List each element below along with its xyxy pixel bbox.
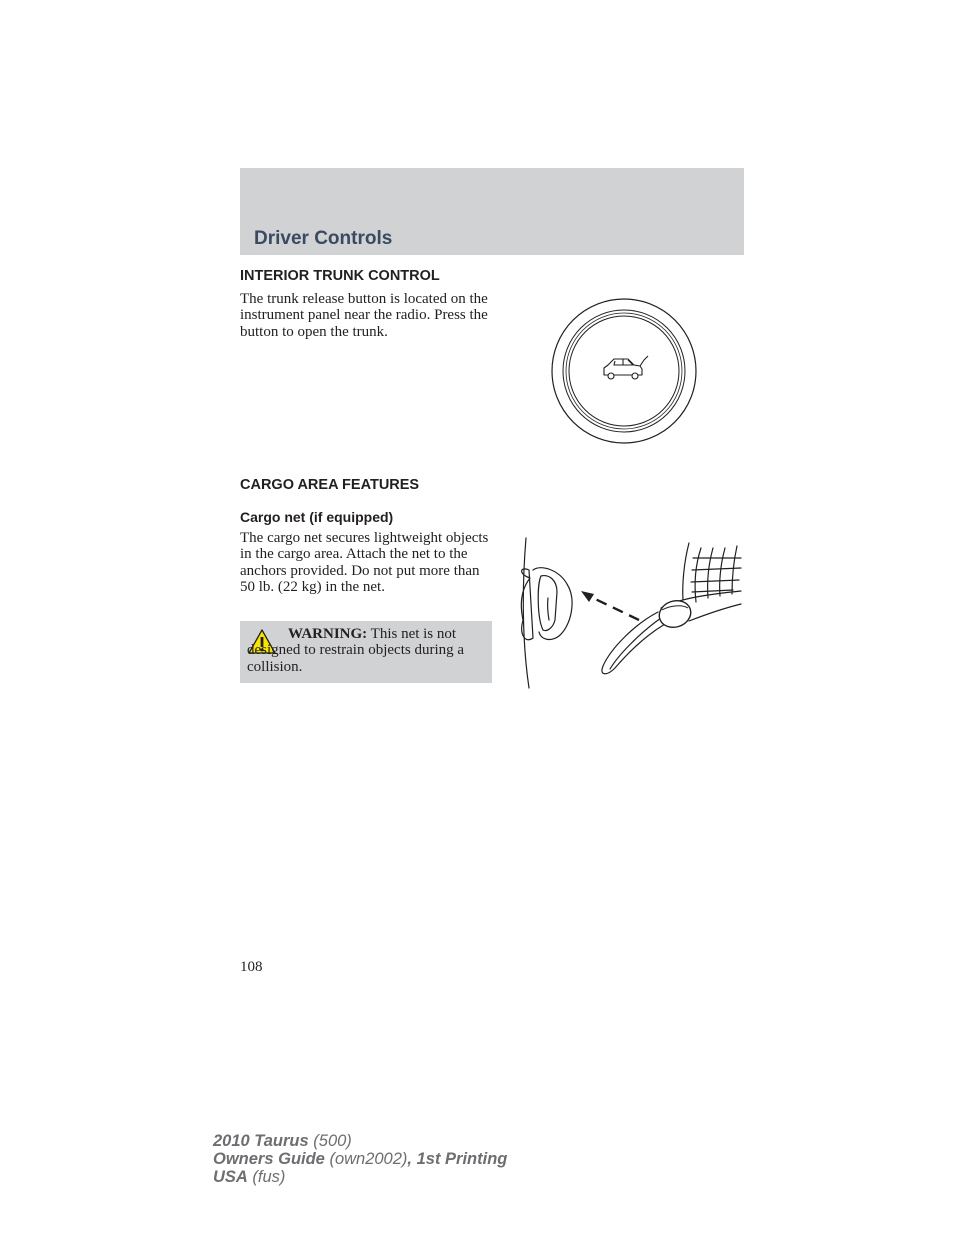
footer-line-1: 2010 Taurus (500) <box>213 1132 352 1150</box>
warning-box <box>240 621 492 683</box>
footer-line-3: USA (fus) <box>213 1168 286 1186</box>
cargo-net-subheading: Cargo net (if equipped) <box>240 509 394 525</box>
cargo-area-heading: CARGO AREA FEATURES <box>240 477 420 493</box>
warning-text <box>247 626 487 675</box>
interior-trunk-body: The trunk release button is located on the instrument panel near the radio. Press the button to open the trunk. <box>240 291 488 340</box>
interior-trunk-heading: INTERIOR TRUNK CONTROL <box>240 268 440 284</box>
footer <box>213 1132 507 1186</box>
section-title: Driver Controls <box>254 228 393 249</box>
trunk-release-button-icon <box>548 298 698 446</box>
warning-label: WARNING: <box>288 626 368 642</box>
section-header-band <box>240 168 744 255</box>
cargo-net-body: The cargo net secures lightweight objects in the cargo area. Attach the net to the anchors provided. Do not put more than 50 lb. (22 kg) in the net. <box>240 530 489 596</box>
cargo-net-anchor-icon <box>515 536 743 691</box>
page-number: 108 <box>240 959 263 975</box>
footer-line-2: Owners Guide (own2002), 1st Printing <box>213 1150 508 1168</box>
warning-message: This net is not designed to restrain objects during a collision. <box>247 626 465 675</box>
